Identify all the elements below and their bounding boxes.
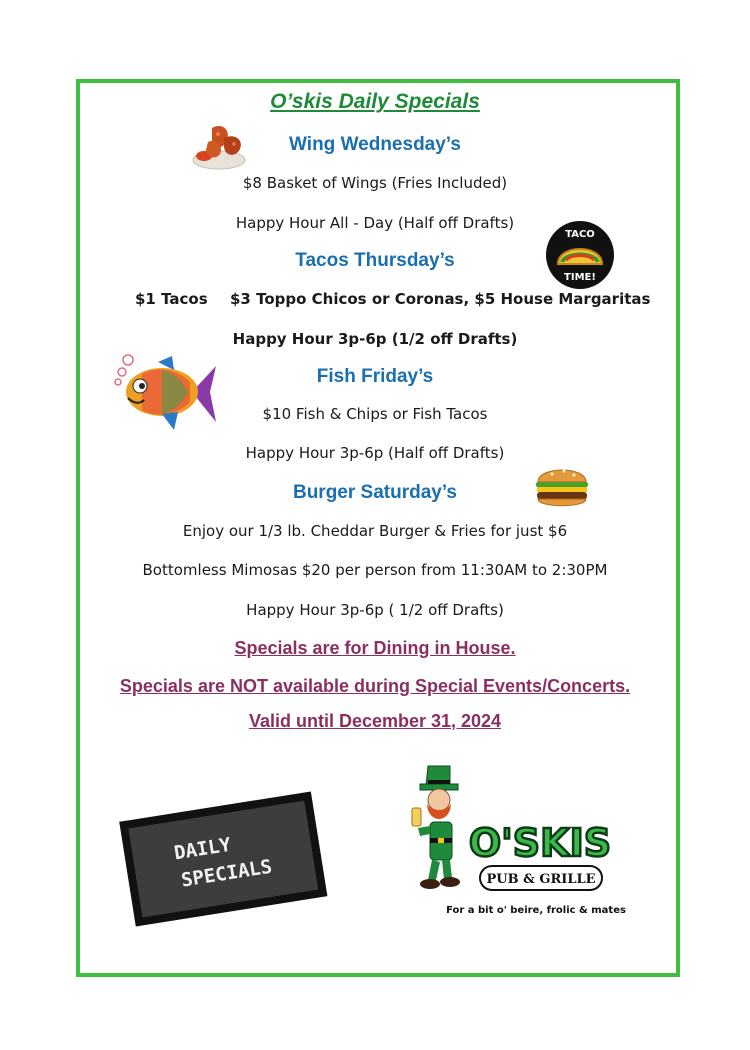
tacos-deal: $1 Tacos (135, 290, 208, 308)
badge-top-text: TACO (565, 229, 595, 240)
wing-wednesday-heading: Wing Wednesday’s (289, 134, 461, 155)
page-title: O’skis Daily Specials (270, 90, 480, 113)
saturday-line-2: Bottomless Mimosas $20 per person from 11:30AM to 2:30PM (142, 561, 608, 579)
friday-line-2: Happy Hour 3p-6p (Half off Drafts) (245, 444, 505, 462)
badge-bottom-text: TIME! (564, 272, 596, 283)
burger-saturday-heading: Burger Saturday’s (292, 482, 457, 503)
thursday-happy-hour: Happy Hour 3p-6p (1/2 off Drafts) (232, 330, 518, 348)
logo-name: O'SKIS (468, 821, 612, 865)
wednesday-line-2: Happy Hour All - Day (Half off Drafts) (235, 214, 515, 232)
dining-in-house-note: Specials are for Dining in House. (234, 638, 516, 658)
wednesday-line-1: $8 Basket of Wings (Fries Included) (242, 174, 508, 192)
daily-specials-chalkboard (112, 776, 334, 938)
logo-tagline: For a bit o' beire, frolic & mates (446, 905, 626, 916)
oskis-logo (410, 762, 626, 922)
fish-friday-heading: Fish Friday’s (316, 366, 434, 387)
saturday-line-3: Happy Hour 3p-6p ( 1/2 off Drafts) (246, 601, 504, 619)
special-events-note: Specials are NOT available during Special Events/Concerts. (119, 676, 631, 696)
drinks-deal: $3 Toppo Chicos or Coronas, $5 House Margaritas (230, 290, 651, 308)
logo-subtitle: PUB & GRILLE (486, 872, 596, 887)
tacos-thursday-heading: Tacos Thursday’s (295, 250, 455, 271)
valid-until-note: Valid until December 31, 2024 (248, 711, 502, 731)
chalkboard-line-2: SPECIALS (179, 855, 274, 892)
friday-line-1: $10 Fish & Chips or Fish Tacos (262, 405, 488, 423)
chalkboard-line-1: DAILY (172, 833, 233, 865)
saturday-line-1: Enjoy our 1/3 lb. Cheddar Burger & Fries for just $6 (182, 522, 568, 540)
